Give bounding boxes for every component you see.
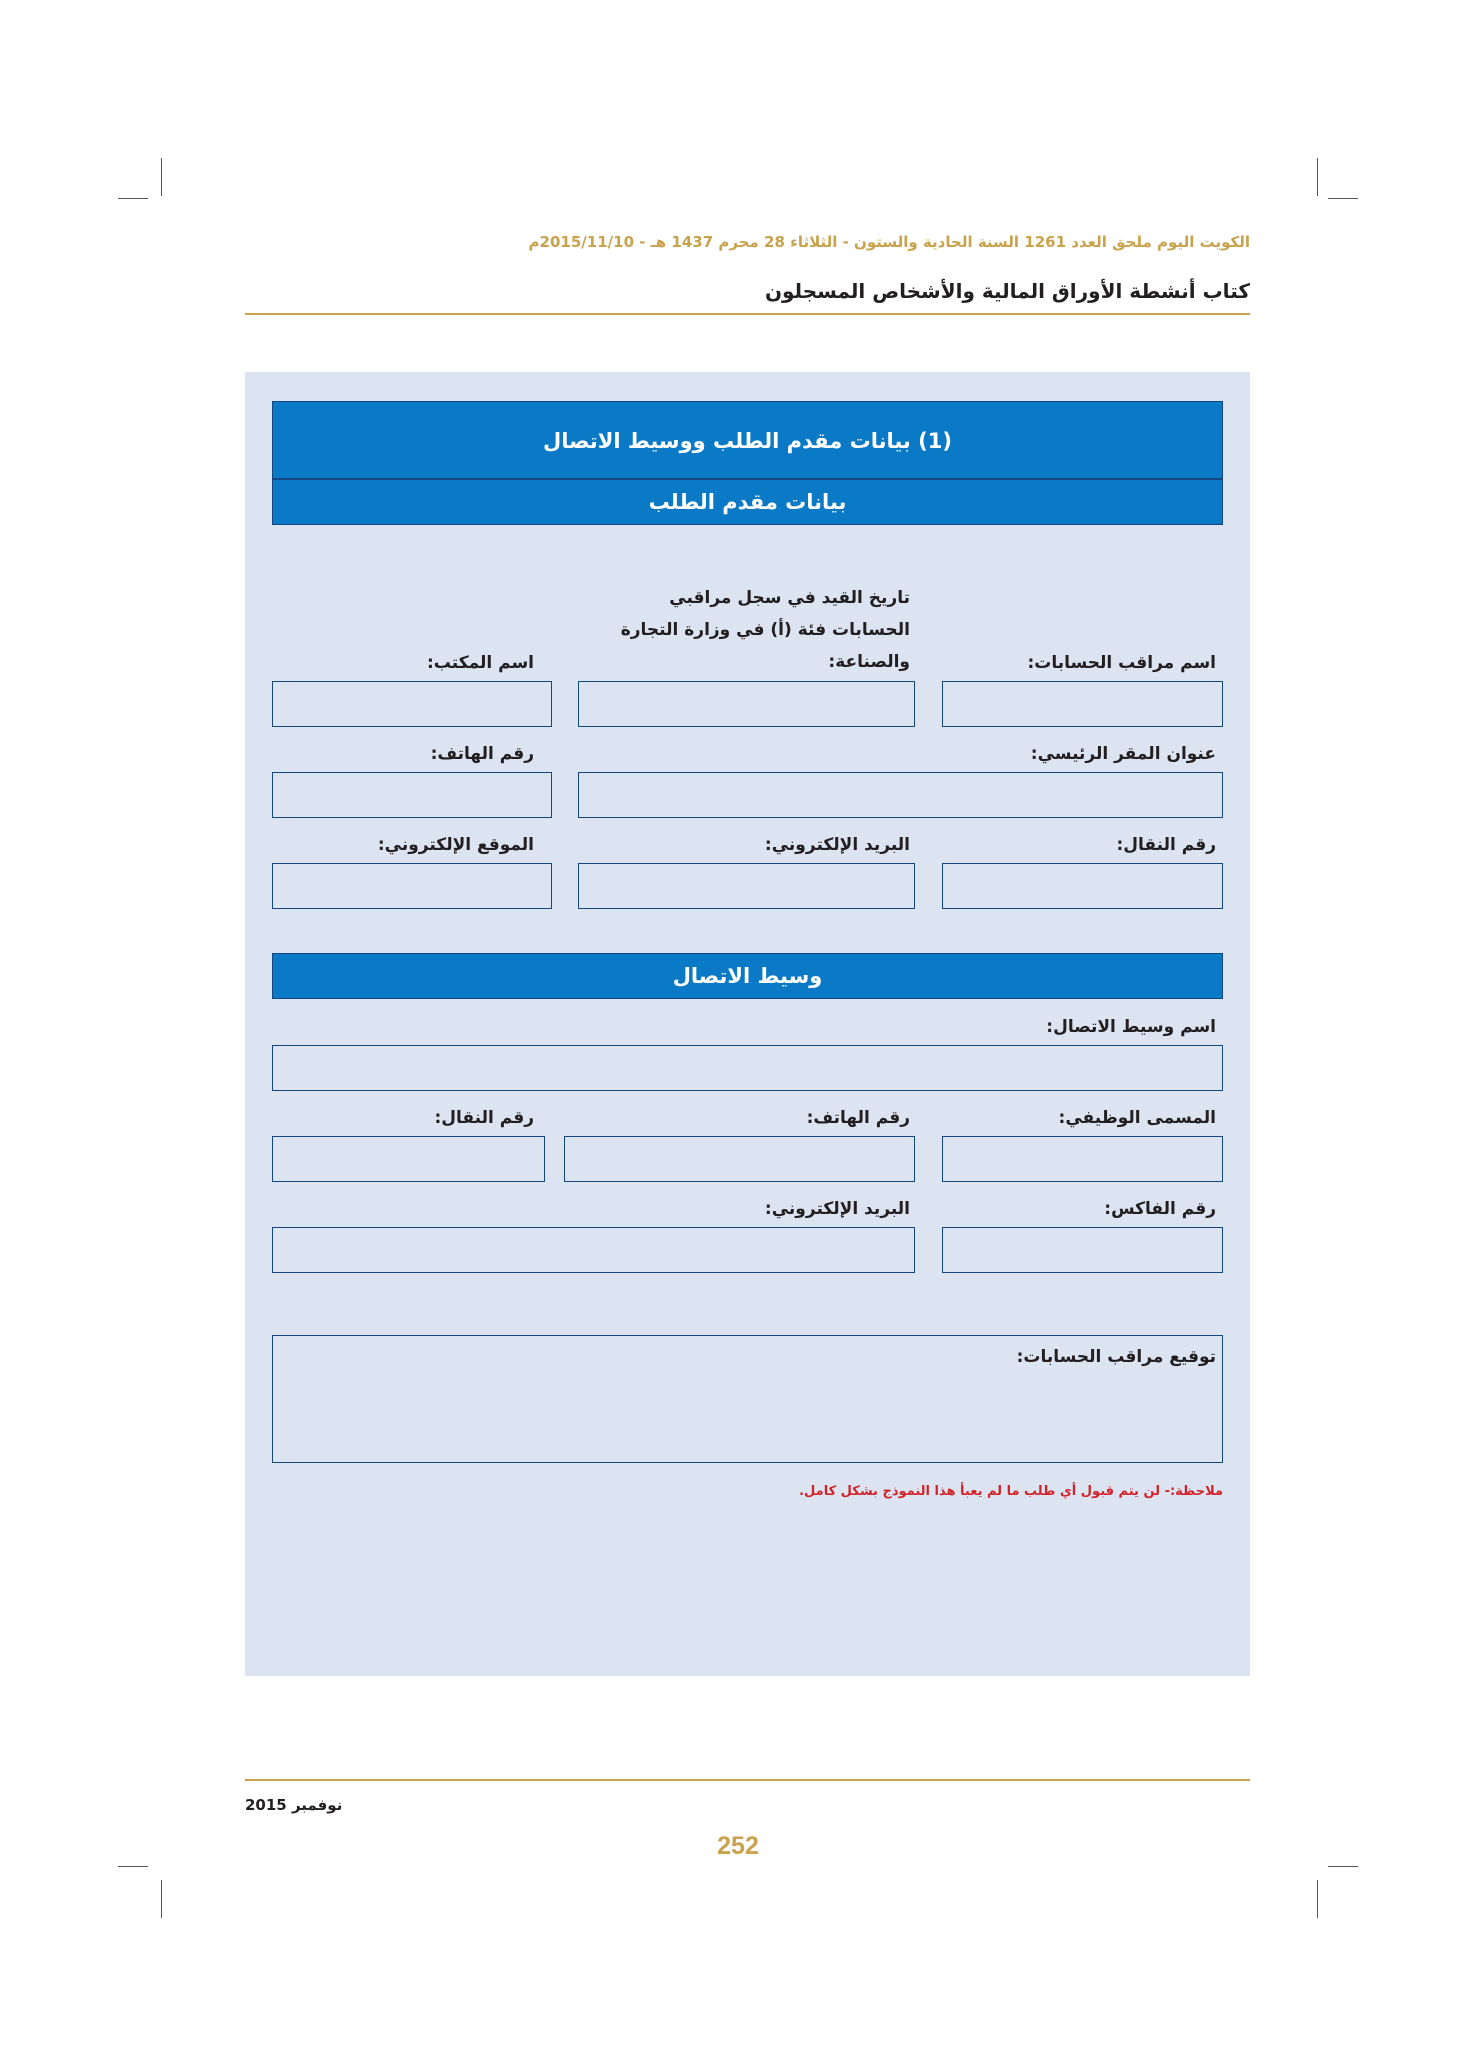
crop-mark	[1317, 158, 1318, 196]
website-label: الموقع الإلكتروني:	[377, 835, 534, 855]
contact-name-label: اسم وسيط الاتصال:	[1046, 1017, 1216, 1037]
main-address-label: عنوان المقر الرئيسي:	[1030, 744, 1216, 764]
fax-field[interactable]	[942, 1227, 1223, 1273]
page-number: 252	[717, 1832, 759, 1860]
header-rule	[245, 313, 1250, 315]
mobile-field[interactable]	[942, 863, 1223, 909]
contact-mobile-field[interactable]	[272, 1136, 545, 1182]
running-head: الكويت اليوم ملحق العدد 1261 السنة الحادية والستون - الثلاثاء 28 محرم 1437 هـ - 2015/11/10م	[528, 233, 1250, 251]
completion-note: ملاحظة:- لن يتم قبول أي طلب ما لم يعبأ هذا النموذج بشكل كامل.	[799, 1484, 1223, 1499]
email-field[interactable]	[578, 863, 915, 909]
mobile-label: رقم النقال:	[1116, 835, 1216, 855]
crop-mark	[118, 198, 148, 199]
job-title-field[interactable]	[942, 1136, 1223, 1182]
applicant-title-bar: بيانات مقدم الطلب	[272, 479, 1223, 525]
main-address-field[interactable]	[578, 772, 1223, 818]
phone-field[interactable]	[272, 772, 552, 818]
form-panel	[245, 372, 1250, 1676]
registration-date-label: تاريخ القيد في سجل مراقبي الحسابات فئة (أ) في وزارة التجارة والصناعة:	[620, 588, 910, 672]
office-name-field[interactable]	[272, 681, 552, 727]
job-title-label: المسمى الوظيفي:	[1058, 1108, 1216, 1128]
section-title-bar: (1) بيانات مقدم الطلب ووسيط الاتصال	[272, 401, 1223, 479]
signature-label: توقيع مراقب الحسابات:	[1016, 1347, 1216, 1367]
contact-title-bar: وسيط الاتصال	[272, 953, 1223, 999]
contact-phone-label: رقم الهاتف:	[806, 1108, 910, 1128]
contact-name-field[interactable]	[272, 1045, 1223, 1091]
website-field[interactable]	[272, 863, 552, 909]
contact-mobile-label: رقم النقال:	[434, 1108, 534, 1128]
book-title: كتاب أنشطة الأوراق المالية والأشخاص المسجلون	[764, 279, 1250, 303]
crop-mark	[1328, 198, 1358, 199]
email-label: البريد الإلكتروني:	[764, 835, 910, 855]
contact-phone-field[interactable]	[564, 1136, 915, 1182]
contact-email-field[interactable]	[272, 1227, 915, 1273]
phone-label: رقم الهاتف:	[430, 744, 534, 764]
crop-mark	[1317, 1880, 1318, 1918]
auditor-name-field[interactable]	[942, 681, 1223, 727]
footer-rule	[245, 1779, 1250, 1781]
crop-mark	[118, 1866, 148, 1867]
crop-mark	[161, 158, 162, 196]
auditor-name-label: اسم مراقب الحسابات:	[1027, 653, 1216, 673]
contact-email-label: البريد الإلكتروني:	[764, 1199, 910, 1219]
fax-label: رقم الفاكس:	[1104, 1199, 1216, 1219]
footer-date: نوفمبر 2015	[245, 1796, 343, 1814]
crop-mark	[161, 1880, 162, 1918]
office-name-label: اسم المكتب:	[426, 653, 534, 673]
registration-date-field[interactable]	[578, 681, 915, 727]
crop-mark	[1328, 1866, 1358, 1867]
